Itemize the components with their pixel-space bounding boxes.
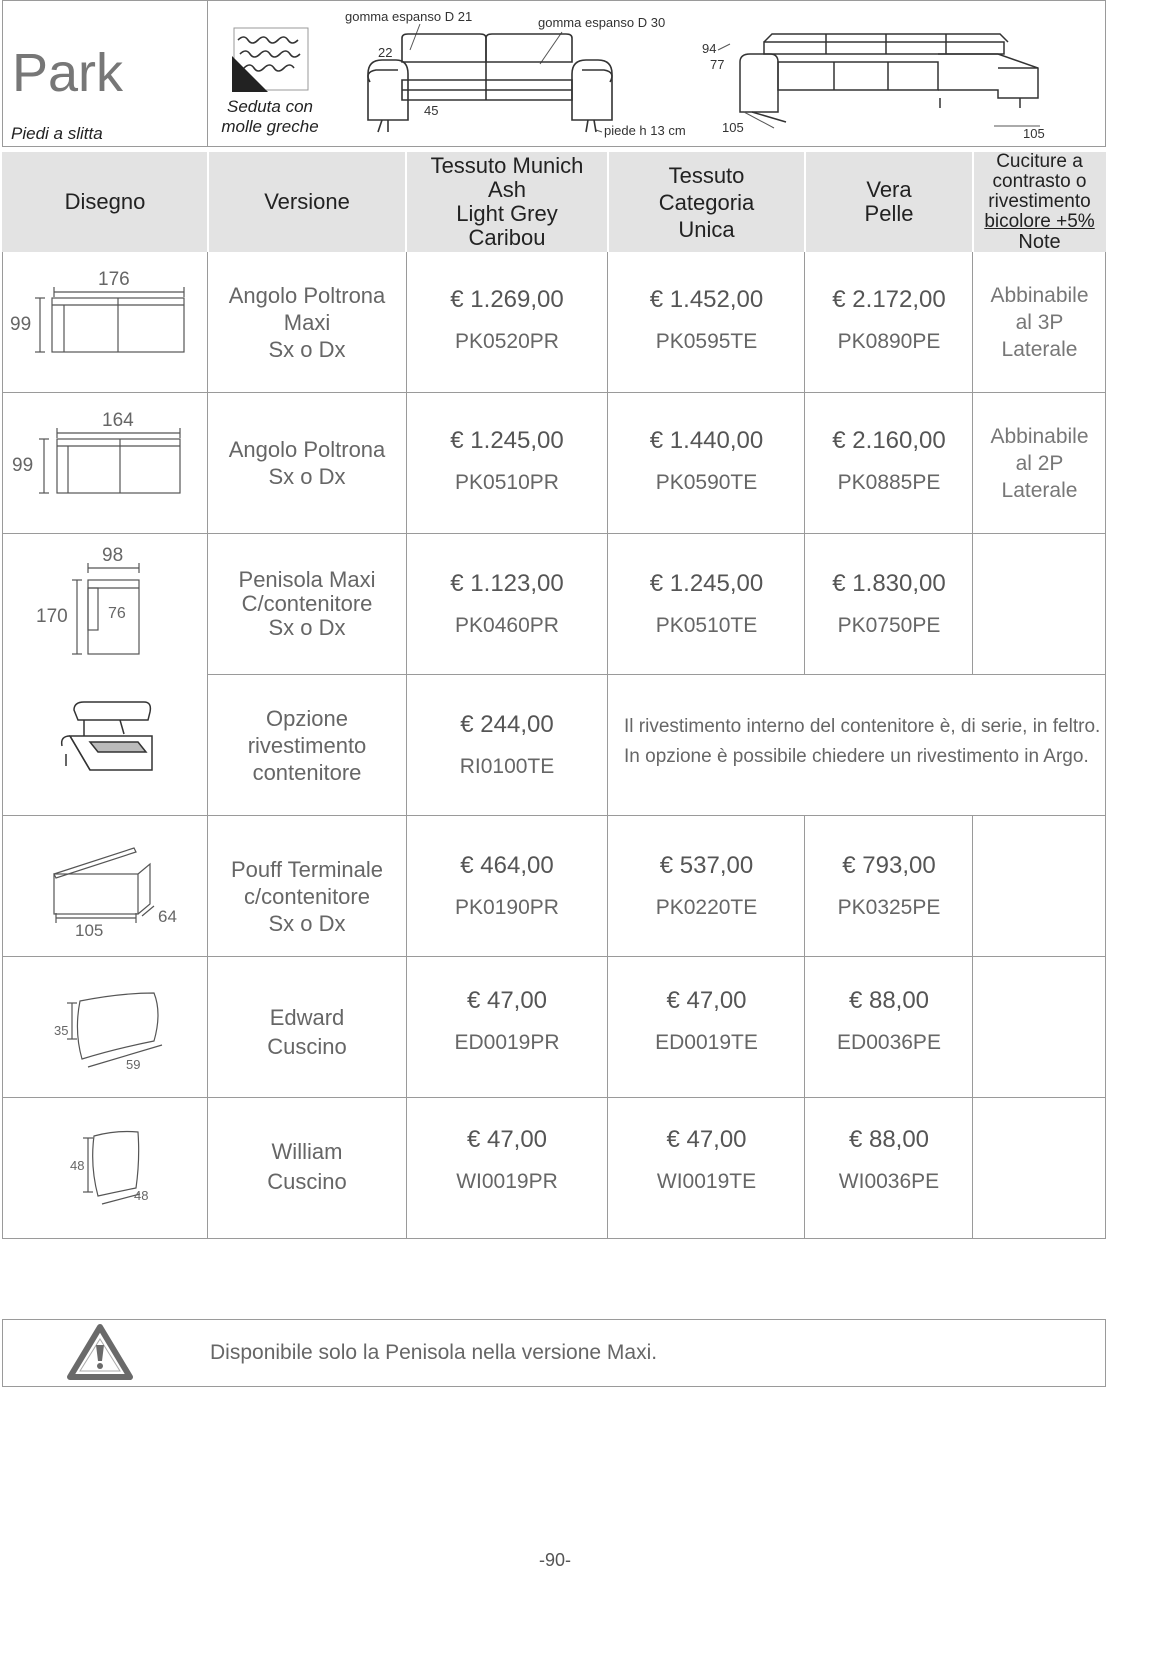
price-category: € 47,00 ED0019TE	[655, 987, 758, 1054]
price-leather: € 2.160,00 PK0885PE	[832, 427, 946, 494]
header-drawing: Disegno	[64, 189, 146, 214]
price-munich: € 47,00 ED0019PR	[454, 987, 560, 1054]
price-leather: € 1.830,00 PK0750PE	[832, 570, 946, 637]
svg-text:gomma espanso D 21: gomma espanso D 21	[345, 9, 473, 24]
header-sep	[607, 152, 609, 252]
warning-text: Disponibile solo la Penisola nella versione Maxi.	[210, 1341, 658, 1364]
feet-label: Piedi a slitta	[11, 124, 103, 143]
svg-text:45: 45	[424, 103, 439, 118]
svg-text:76: 76	[108, 605, 126, 622]
svg-text:105: 105	[1023, 126, 1045, 141]
svg-text:98: 98	[102, 545, 124, 566]
price-leather: € 88,00 WI0036PE	[838, 1126, 940, 1193]
corner-sofa-drawing	[700, 22, 1100, 146]
header-fabric-munich: Tessuto Munich Ash Light Grey Caribou	[430, 153, 584, 250]
header-sep	[405, 152, 407, 252]
price-munich: € 1.123,00 PK0460PR	[450, 570, 564, 637]
svg-text:48: 48	[70, 1158, 85, 1173]
version-cell: Penisola Maxi C/contenitore Sx o Dx	[238, 567, 376, 640]
svg-text:94: 94	[702, 41, 717, 56]
header-fabric-category: Tessuto Categoria Unica	[658, 162, 755, 242]
svg-text:164: 164	[102, 410, 134, 431]
header-leather: Vera Pelle	[864, 177, 914, 226]
storage-info: Il rivestimento interno del contenitore è, di serie, in feltro. In opzione è possibile chiedere un rivestimento in Argo.	[624, 716, 1101, 767]
spring-seat-icon	[228, 26, 312, 94]
svg-text:22: 22	[378, 45, 393, 60]
svg-text:105: 105	[75, 921, 104, 940]
price-category: € 1.452,00 PK0595TE	[649, 286, 764, 353]
price-leather: € 2.172,00 PK0890PE	[832, 286, 946, 353]
drawing-william-cushion	[2, 1098, 208, 1238]
drawing-penisola	[2, 534, 208, 674]
header-version: Versione	[264, 189, 350, 214]
price-munich: € 1.269,00 PK0520PR	[450, 286, 564, 353]
price-munich: € 464,00 PK0190PR	[455, 852, 559, 919]
svg-text:77: 77	[710, 57, 725, 72]
price-category: € 47,00 WI0019TE	[656, 1126, 757, 1193]
header-sep	[207, 152, 209, 252]
page-number: -90-	[538, 1550, 571, 1570]
svg-text:176: 176	[98, 269, 130, 290]
version-cell: Pouff Terminale c/contenitore Sx o Dx	[230, 856, 384, 936]
svg-text:35: 35	[54, 1023, 69, 1038]
svg-text:170: 170	[36, 606, 68, 627]
drawing-edward-cushion	[2, 957, 208, 1097]
svg-text:99: 99	[12, 455, 34, 476]
note-cell: Abbinabile al 3P Laterale	[990, 283, 1089, 361]
seat-label: Seduta con molle greche	[221, 97, 319, 136]
svg-text:48: 48	[134, 1188, 149, 1203]
svg-text:59: 59	[126, 1057, 141, 1072]
version-cell: Edward Cuscino	[267, 1005, 347, 1059]
price-category: € 1.245,00 PK0510TE	[649, 570, 764, 637]
drawing-pouff	[2, 816, 208, 956]
warning-icon	[66, 1323, 134, 1383]
version-cell: Angolo Poltrona Sx o Dx	[228, 437, 386, 489]
banner-divider	[207, 0, 208, 147]
sofa-front-drawing	[340, 4, 710, 144]
price-munich: € 1.245,00 PK0510PR	[450, 427, 564, 494]
drawing-angolo-maxi	[2, 252, 208, 392]
version-cell: Opzione rivestimento contenitore	[247, 705, 367, 785]
price-munich: € 244,00 RI0100TE	[459, 711, 555, 778]
note-cell: Abbinabile al 2P Laterale	[990, 424, 1089, 502]
svg-text:piede h 13 cm: piede h 13 cm	[604, 123, 686, 138]
version-cell: William Cuscino	[267, 1139, 347, 1194]
row-line	[208, 674, 1106, 675]
version-cell: Angolo Poltrona Maxi Sx o Dx	[228, 282, 386, 362]
price-leather: € 793,00 PK0325PE	[837, 852, 941, 919]
storage-open-drawing	[60, 694, 164, 784]
svg-text:gomma espanso D 30: gomma espanso D 30	[538, 15, 666, 30]
svg-text:64: 64	[158, 907, 177, 926]
svg-text:105: 105	[722, 120, 744, 135]
price-category: € 1.440,00 PK0590TE	[649, 427, 764, 494]
svg-text:99: 99	[10, 314, 32, 335]
drawing-angolo	[2, 393, 208, 533]
price-leather: € 88,00 ED0036PE	[837, 987, 941, 1054]
model-name: Park	[12, 43, 124, 103]
price-munich: € 47,00 WI0019PR	[456, 1126, 558, 1193]
header-sep	[972, 152, 974, 252]
price-category: € 537,00 PK0220TE	[655, 852, 758, 919]
header-sep	[804, 152, 806, 252]
header-notes: Cuciture a contrasto o rivestimento bicolore +5% Note	[984, 151, 1095, 253]
